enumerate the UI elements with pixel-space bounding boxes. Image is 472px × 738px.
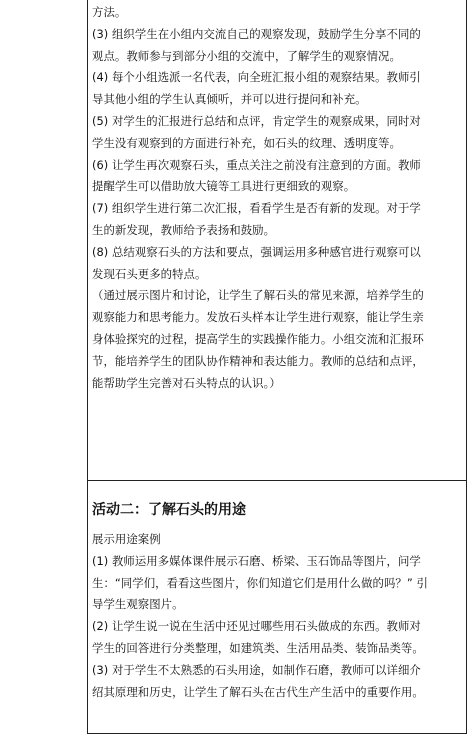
section2-cell (92, 499, 463, 703)
text-line: 提醒学生可以借助放大镜等工具进行更细致的观察。 (92, 179, 356, 194)
text-line: (3) 对于学生不太熟悉的石头用途，如制作石磨，教师可以详细介 (92, 662, 421, 677)
text-line: 发现石头更多的特点。 (92, 266, 207, 281)
text-line: 导其他小组的学生认真倾听，并可以进行提问和补充。 (92, 92, 367, 107)
text-line: 导学生观察图片。 (92, 597, 184, 612)
text-line: 学生的回答进行分类整理，如建筑类、生活用品类、装饰品类等。 (92, 640, 424, 655)
text-line: 观察能力和思考能力。发放石头样本让学生进行观察，能让学生亲 (92, 310, 424, 325)
text-line: 生：“同学们，看看这些图片，你们知道它们是用什么做的吗？” 引 (92, 575, 428, 590)
text-line: 展示用途案例 (92, 532, 161, 546)
text-line: (1) 教师运用多媒体课件展示石磨、桥梁、玉石饰品等图片，问学 (92, 553, 421, 568)
text-line: 能帮助学生完善对石头特点的认识。） (92, 375, 281, 390)
text-line: (8) 总结观察石头的方法和要点，强调运用多种感官进行观察可以 (92, 244, 421, 259)
text-line: （通过展示图片和讨论，让学生了解石头的常见来源，培养学生的 (92, 288, 424, 303)
activity-heading: 活动二：了解石头的用途 (92, 502, 246, 518)
lesson-table (87, 0, 467, 734)
text-line: 学生没有观察到的方面进行补充，如石头的纹理、透明度等。 (92, 135, 401, 150)
section1-cell (92, 2, 463, 394)
text-line: (4) 每个小组选派一名代表，向全班汇报小组的观察结果。教师引 (92, 70, 421, 85)
text-line: (6) 让学生再次观察石头，重点关注之前没有注意到的方面。教师 (92, 157, 421, 172)
text-line: 节，能培养学生的团队协作精神和表达能力。教师的总结和点评， (92, 353, 424, 368)
text-line: 方法。 (92, 5, 127, 19)
row-divider (88, 480, 466, 481)
text-line: 身体验探究的过程，提高学生的实践操作能力。小组交流和汇报环 (92, 331, 424, 346)
text-line: 绍其原理和历史，让学生了解石头在古代生产生活中的重要作用。 (92, 684, 424, 699)
text-line: (2) 让学生说一说在生活中还见过哪些用石头做成的东西。教师对 (92, 619, 421, 634)
text-line: (3) 组织学生在小组内交流自己的观察发现，鼓励学生分享不同的 (92, 26, 421, 41)
text-line: (5) 对学生的汇报进行总结和点评，肯定学生的观察成果，同时对 (92, 113, 421, 128)
text-line: (7) 组织学生进行第二次汇报，看看学生是否有新的发现。对于学 (92, 201, 421, 216)
text-line: 观点。教师参与到部分小组的交流中，了解学生的观察情况。 (92, 48, 401, 63)
text-line: 生的新发现，教师给予表扬和鼓励。 (92, 222, 276, 237)
